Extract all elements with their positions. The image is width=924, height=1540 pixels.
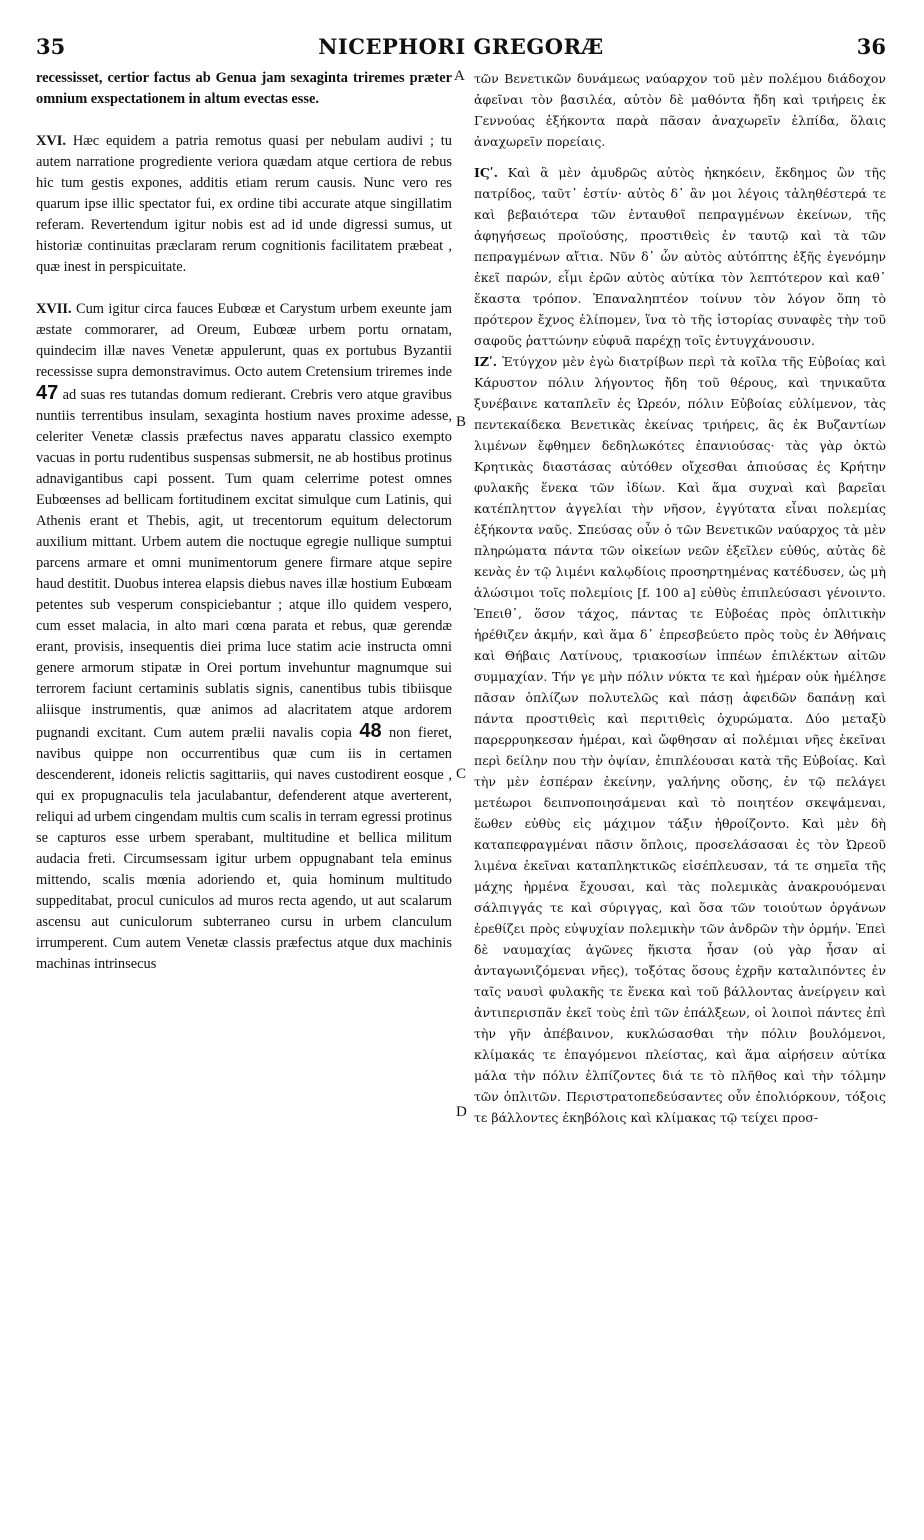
page-number-right: 36 (856, 34, 886, 59)
folio-number: 47 (36, 382, 59, 404)
folio-number: 48 (359, 720, 382, 742)
section-text: ad suas res tutandas domum redierant. Crebris vero atque gravibus nuntiis terrentibus insulam, sexaginta hostium naves proxime adesse, celeriter Venetæ classis præfectus naves apparatu classico exempto vacuas in portu rudentibus suspensas submersit, ne ab hostibus protinus adnavigantibus capi possent. Tum quam celerrime potest omnes Eubœenses ad bellicam fortitudinem excitat simulque cum Latinis, qui Athenis erant et Thebis, agit, ut trecentorum equitum delectorum auxilium mittant. Urbem autem die noctuque egregie nullique sumptui parcens armare et omni munimentorum genere firmare atque sepire haud destitit. Duobus interea elapsis diebus naves illæ hostium Eubœam petentes sub vesperum conspiciebantur ; atque illo quidem vespero, cum esset malacia, in alto mari cœna parata et rebus, quæ gerendæ erant, provisis, insequentis diei prima luce statim acie instructa omni genere armorum stipatæ in Orei portum invehuntur magnumque sui terrorem faciunt certaminis sublatis signis, canentibus tubis tibiisque aliisque instrumentis, quæ animos ad alacritatem atque ardorem pugnandi excitant. Cum autem prælii navalis copia (36, 387, 452, 741)
section-label: ΙΖʹ. (474, 354, 498, 369)
page-header (36, 34, 886, 60)
section-text: Καὶ ἃ μὲν ἀμυδρῶς αὐτὸς ἠκηκόειν, ἔκδημος ὢν τῆς πατρίδος, ταῦτ᾽ ἐστίν· αὐτὸς δ᾽ ἂν μοι λέγοις τἀληθέστερά τε καὶ βεβαιότερα τῶν ἐνταυθοῖ πεπραγμένων ἐκείνων, τῆς ἀφηγήσεως προϊούσης, προστιθεὶς ἐν ταυτῷ καὶ τὰ τῶν πεπραγμένων αἴτια. Νῦν δ᾽ ὧν αὐτὸς αὐτόπτης ἐξῆς ἐγενόμην ἐκεῖ παρών, εἶμι ἐρῶν αὐτὸς αὐτίκα τὸν λεπτότερον καὶ καθ᾽ ἕκαστα τρόπον. Ἐπαναληπτέον τοίνυν τὸν λόγον ὅπη τὸ πρότερον ἔχνος ἐλίπομεν, ἵνα τὸ τῆς ἱστορίας συναφὲς τὴν τοῦ σαφοῦς ῥαττώνην εὐφυᾶ παρέχῃ τοῖς ἐντυγχάνουσιν. (474, 165, 886, 348)
section-label: XVII. (36, 301, 72, 317)
section-text: Ἐτύγχον μὲν ἐγὼ διατρίβων περὶ τὰ κοῖλα τῆς Εὐβοίας καὶ Κάρυστον πόλιν λήγοντος ἤδη τοῦ θέρους, καὶ τηνικαῦτα ξυνέβαινε καταπλεῖν ἐς Ὠρεόν, πόλιν Εὐβοίας εὐλίμενον, τὰς πεντεκαίδεκα Βενετικὰς ἐκείνας τριήρεις, ἃς ἐκ Βυζαντίων λιμένων ἔφθημεν δεδηλωκότες ἐπανιούσας· τὰς γὰρ ὀκτὼ Κρητικὰς διαστάσας αὐτόθεν οἴχεσθαι ἀπιούσας ἐς Κρήτην φυλακῆς ἕνεκα τῶν ἰδίων. Καὶ ἅμα συχναὶ καὶ βαρεῖαι κατέπληττον ἀγγελίαι τὴν νῆσον, ἐγγύτατα εἶναι πολεμίας ἑξήκοντα ναῦς. Σπεύσας οὖν ὁ τῶν Βενετικῶν ναύαρχος τὰ μὲν πληρώματα πάντα τῶν οἰκείων νεῶν ἐξεῖλεν εὐθύς, αὐτὰς δὲ κενὰς ἐν τῷ λιμένι καλῳδίοις προσηρτημένας κατέδυσεν, ὡς μὴ ἁλώσιμοι τοῖς πολεμίοις [f. 100 a] εὐθὺς ἐπιπλεύσασι γένοιντο. Ἐπειθ᾽, ὅσον τάχος, πάντας τε Εὐβοέας πρὸς ὁπλιτικὴν ἠρέθιζεν ἀκμήν, καὶ ἅμα δ᾽ ἐπρεσβεύετο πρὸς τοὺς ἐν Ἀθήναις καὶ Θήβαις Λατίνους, τριακοσίων ἱππέων ἐπιλέκτων αἰτῶν συμμαχίαν. Τήν γε μὴν πόλιν νύκτα τε καὶ ἡμέραν οὐκ ἠμέλησε πᾶσαν ὁπλίζων πολυτελῶς καὶ πάσῃ ἀφειδῶν δαπάνῃ καὶ πάντα προστιθεὶς καὶ περιτιθεὶς ὀχυρώματα. Δύο μεταξὺ παρερρυηκεσαν ἡμέραι, καὶ ὤφθησαν αἱ πολέμιαι νῆες ἐκεῖναι περὶ δείλην που τὴν ὀψίαν, ἐπιπλέουσαι κατὰ τῆς Εὐβοίας. Καὶ τὴν μὲν ἑσπέραν ἐκείνην, γαλήνης οὔσης, ἐν τῷ πελάγει μετέωροι δειπνοποιησάμεναι καὶ τὸ ποιητέον σκεψάμεναι, ἕωθεν εὐθὺς εἰς μάχιμον τάξιν ἠθροίζοντο. Καὶ μὲν δὴ καταπεφραγμέναι πᾶσιν ὅπλοις, προσελάσασαι ἐς τὸν Ὠρεοῦ λιμένα ἐκεῖναι καταπληκτικῶς εἰσέπλευσαν, τά τε σημεῖα τῆς μάχης ἠρμένα ἔχουσαι, καὶ τὰς πολεμικὰς ἀνακρουόμεναι σάλπιγγάς τε καὶ σύριγγας, καὶ ὅσα τῶν τοιούτων ὀργάνων ἐρεθίζει πρὸς εὐψυχίαν πολεμικὴν τῶν ἀνδρῶν τὴν ὁρμήν. Ἐπεὶ δὲ ναυμαχίας ἀγῶνες ἥκιστα ἦσαν (οὐ γὰρ ἦσαν αἱ ἀνταγωνιζόμεναι νῆες), τοξότας ὅσους ἐχρῆν καταλιπόντες ἐν ταῖς ναυσὶ φυλακῆς τε ἕνεκα καὶ τοῦ βάλλοντας ἀνείργειν καὶ ἀντιπερισπᾶν ἐκεῖ τοὺς ἐπὶ τῶν ἐπάλξεων, οἱ λοιποὶ πάντες ἐπὶ τὴν γῆν ἀπέβαινον, κυκλώσασθαι τὴν πόλιν βουλόμενοι, κλίμακάς τε ἐπαγόμενοι πλείστας, καὶ ἅμα αἱρήσειν αὐτίκα μάλα τὴν πόλιν ἐλπίζοντες διά τε τὸ πλῆθος καὶ τὴν τόλμην τῶν ὁπλιτῶν. Περιστρατοπεδεύσαντες οὖν ἐπολιόρκουν, τόξοις τε βάλλοντες ἐκηβόλοις καὶ κλίμακας τῷ τείχει προσ- (474, 354, 886, 1125)
section-label: ΙϚʹ. (474, 165, 498, 180)
latin-column (36, 68, 452, 975)
section-text: Hæc equidem a patria remotus quasi per nebulam audivi ; tu autem narratione progrediente veriora quædam atque certiora de rebus hic tum gestis expones, additis etiam rerum causis. Nunc vero res quarum ipse illic spectator fui, ex ordine tibi accurate atque singillatim referam. Revertendum igitur nobis est ad id unde digressi sumus, ut historiæ continuitas præclaram rerum cognitionis facilitatem præbeat , quæ inest in perspicuitate. (36, 133, 452, 275)
latin-section-16 (36, 131, 452, 278)
margin-marker-a: A (454, 68, 465, 84)
margin-marker-b: B (456, 414, 467, 430)
page-number-left: 35 (36, 34, 66, 59)
margin-marker-c: C (456, 766, 467, 782)
greek-section-17 (474, 351, 886, 1128)
section-label: XVI. (36, 133, 66, 149)
greek-column (474, 68, 886, 1128)
running-title: NICEPHORI GREGORÆ (318, 34, 604, 59)
greek-paragraph-intro: τῶν Βενετικῶν δυνάμεως ναύαρχον τοῦ μὲν πολέμου διάδοχον ἀφεῖναι τὸν βασιλέα, αὐτὸν δὲ μαθόντα ἤδη καὶ τριήρεις ἐκ Γεννούας ἑξήκοντα παρὰ πᾶσαν ἀναχωρεῖν ἐλπίδα, ὅλαις ἀναχωρεῖν πορείαις. (474, 71, 886, 149)
latin-paragraph-intro: recessisset, certior factus ab Genua jam sexaginta triremes præter omnium exspectationem in altum evectas esse. (36, 70, 452, 107)
latin-section-17 (36, 299, 452, 975)
greek-section-16 (474, 162, 886, 351)
section-text: Cum igitur circa fauces Eubœæ et Carystum urbem exeunte jam æstate commorarer, ad Oreum, Eubœæ urbem portu ornatam, quindecim illæ naves Venetæ appulerunt, quas ex portubus Byzantii recessisse supra demonstravimus. Octo autem Cretensium triremes inde (36, 301, 452, 380)
section-text: non fieret, navibus quippe non occurrentibus quæ cum iis in certamen descenderent, idoneis relictis sagittariis, qui naves custodirent eosque , qui ex propugnaculis tela jaculabantur, defenderent atque averterent, reliqui ad urbem cingendam multis cum scalis in terram egressi protinus se capturos esse urbem sperabant, multitudine et bellica militum audacia freti. Circumsessam igitur urbem oppugnabant tela eminus mittendo, scalis mœnia adoriendo et, quia hominum multitudo suppeditabat, procul cuniculos ad muros recta agendo, ut aut scalarum ascensu aut cuniculorum subterraneo cursu in urbem clanculum irrumperent. Cum autem Venetæ classis præfectus atque dux machinis machinas intrinsecus (36, 725, 452, 972)
margin-marker-d: D (456, 1104, 467, 1120)
